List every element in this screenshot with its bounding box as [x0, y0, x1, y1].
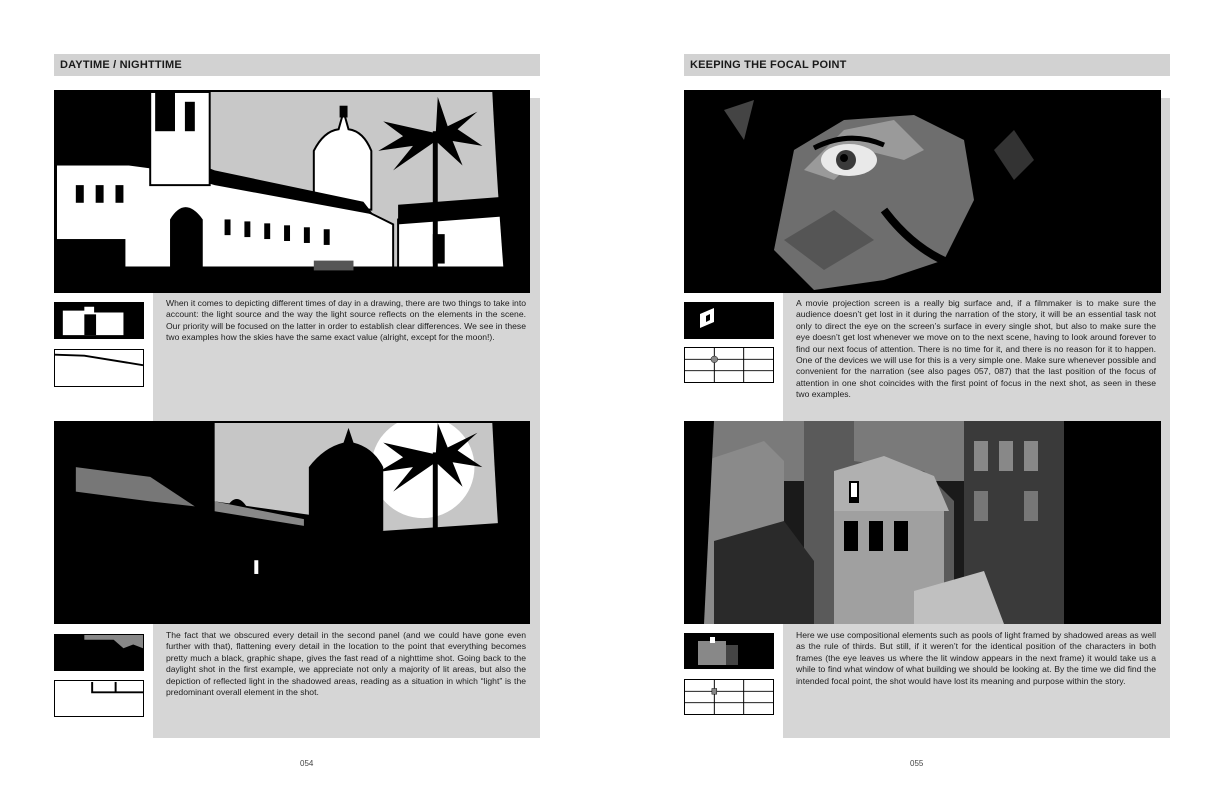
face-thirds-grid-thumbnail	[684, 347, 774, 383]
nighttime-description: The fact that we obscured every detail in the second panel (and we could have gone even further with that), flattening every detail in the location to the point that everything becomes pretty much a black, graphic shape, gives the fast read of a nighttime shot. Going back to the daylight shot in the first example, we appreciate not only a majority of lit areas, but also the depiction of reflected light in the shadowed areas, reading as a situation in which “light” is the predominant overall element in the shot.	[166, 630, 526, 698]
section-header-daytime-nighttime: DAYTIME / NIGHTTIME	[54, 54, 540, 76]
page-number-left: 054	[300, 759, 314, 768]
face-value-thumbnail	[684, 302, 774, 339]
daytime-panel	[54, 90, 530, 293]
street-value-thumbnail	[684, 633, 774, 669]
daytime-description: When it comes to depicting different times of day in a drawing, there are two things to take into account: the light source and the way the light source reflects on the elements in the scene. Our priority will be focused on the latter in order to establish clear differences. We see in these two examples how the skies have the same exact value (alright, except for the moon!).	[166, 298, 526, 343]
daytime-value-thumbnail	[54, 302, 144, 339]
nighttime-panel	[54, 421, 530, 624]
daytime-composition-thumbnail	[54, 349, 144, 387]
street-scene-panel	[684, 421, 1161, 624]
section-header-focal-point: KEEPING THE FOCAL POINT	[684, 54, 1170, 76]
composition-description: Here we use compositional elements such as pools of light framed by shadowed areas as well as the rule of thirds. But still, if it weren’t for the identical position of the characters in both frames (the eye leaves us where the lit window appears in the next frame) it would take us a while to find what window of what building we should be looking at. By the time we did find the intended focal point, the shot would have lost its meaning and purpose within the story.	[796, 630, 1156, 686]
face-closeup-panel	[684, 90, 1161, 293]
focal-point-description: A movie projection screen is a really big surface and, if a filmmaker is to make sure the audience doesn’t get lost in it during the narration of the story, it will be an essential task not only to direct the eye on the screen’s surface in every single shot, but also to make sure the eye doesn’t get lost whenever we move on to the next scene, having to look around forever to find our next focus of attention. There is no time for it, and there is no reason for it to happen. One of the devices we will use for this is a very simple one. Make sure whenever possible and convenient for the narration (see also pages 057, 087) that the last position of the focus of attention in one shot coincides with the first point of focus in the next shot, as seen in these two examples.	[796, 298, 1156, 400]
street-thirds-grid-thumbnail	[684, 679, 774, 715]
nighttime-value-thumbnail	[54, 634, 144, 671]
page-number-right: 055	[910, 759, 924, 768]
nighttime-composition-thumbnail	[54, 680, 144, 717]
